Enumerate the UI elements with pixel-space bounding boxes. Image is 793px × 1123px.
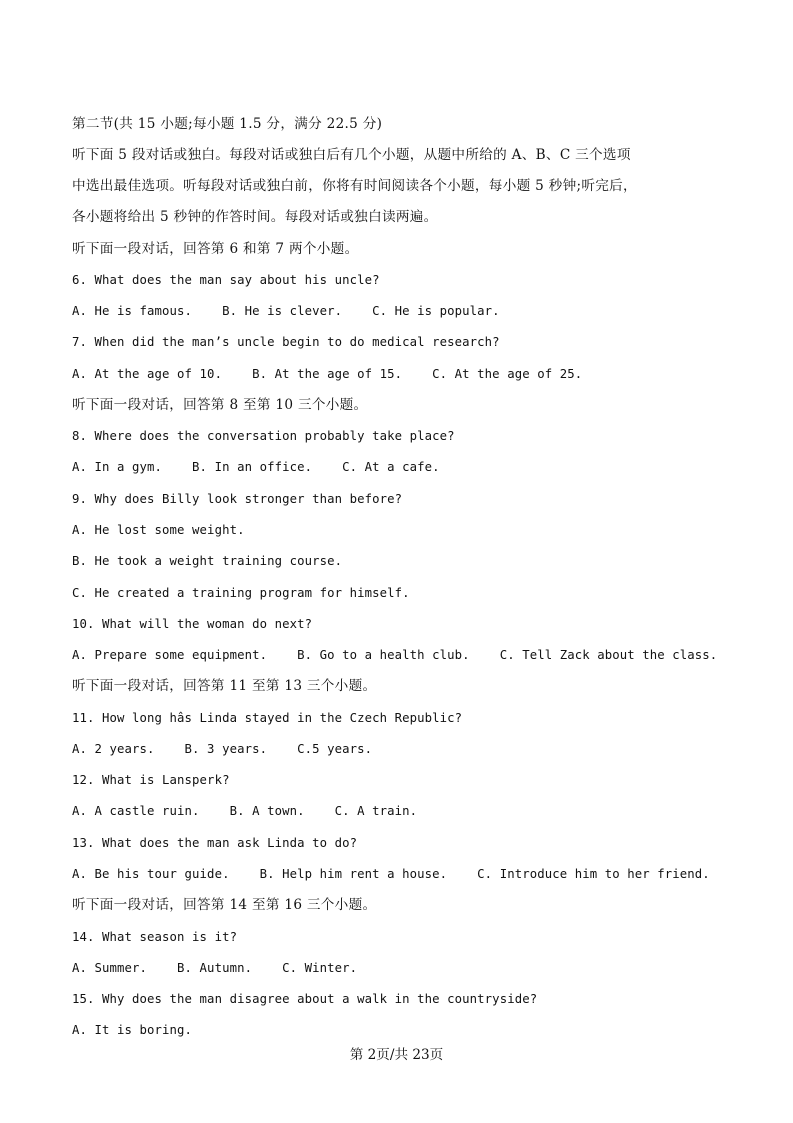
question-9-option-a: A. He lost some weight. bbox=[72, 523, 245, 537]
dialogue-prompt-1: 听下面一段对话，回答第 6 和第 7 两个小题。 bbox=[72, 241, 359, 257]
question-15-option-a: A. It is boring. bbox=[72, 1023, 193, 1037]
dialogue-prompt-2: 听下面一段对话，回答第 8 至第 10 三个小题。 bbox=[72, 397, 368, 413]
question-8-options: A. In a gym. B. In an office. C. At a cafe. bbox=[72, 460, 440, 474]
question-12: 12. What is Lansperk? bbox=[72, 773, 230, 787]
question-8: 8. Where does the conversation probably take place? bbox=[72, 429, 455, 443]
question-11-options: A. 2 years. B. 3 years. C.5 years. bbox=[72, 742, 373, 756]
question-6: 6. What does the man say about his uncle? bbox=[72, 273, 380, 287]
question-9-option-b: B. He took a weight training course. bbox=[72, 554, 343, 568]
question-10-options: A. Prepare some equipment. B. Go to a health club. C. Tell Zack about the class. bbox=[72, 648, 718, 662]
question-11: 11. How long hâs Linda stayed in the Czech Republic? bbox=[72, 711, 463, 725]
question-10: 10. What will the woman do next? bbox=[72, 617, 313, 631]
question-15: 15. Why does the man disagree about a walk in the countryside? bbox=[72, 992, 538, 1006]
section-header: 第二节(共 15 小题;每小题 1.5 分，满分 22.5 分) bbox=[72, 116, 383, 132]
question-9-option-c: C. He created a training program for himself. bbox=[72, 586, 410, 600]
question-7-options: A. At the age of 10. B. At the age of 15. C. At the age of 25. bbox=[72, 367, 583, 381]
question-7: 7. When did the man’s uncle begin to do medical research? bbox=[72, 335, 500, 349]
page-footer: 第 2页/共 23页 bbox=[349, 1047, 444, 1063]
question-13-options: A. Be his tour guide. B. Help him rent a house. C. Introduce him to her friend. bbox=[72, 867, 710, 881]
question-6-options: A. He is famous. B. He is clever. C. He is popular. bbox=[72, 304, 500, 318]
question-14-options: A. Summer. B. Autumn. C. Winter. bbox=[72, 961, 358, 975]
question-13: 13. What does the man ask Linda to do? bbox=[72, 836, 358, 850]
question-9: 9. Why does Billy look stronger than before? bbox=[72, 492, 403, 506]
instructions-line-1: 听下面 5 段对话或独白。每段对话或独白后有几个小题，从题中所给的 A、B、C 三个选项 bbox=[72, 147, 631, 163]
question-12-options: A. A castle ruin. B. A town. C. A train. bbox=[72, 804, 418, 818]
question-14: 14. What season is it? bbox=[72, 930, 238, 944]
dialogue-prompt-4: 听下面一段对话，回答第 14 至第 16 三个小题。 bbox=[72, 897, 377, 913]
instructions-line-2: 中选出最佳选项。听每段对话或独白前，你将有时间阅读各个小题，每小题 5 秒钟;听完后， bbox=[72, 178, 637, 194]
instructions-line-3: 各小题将给出 5 秒钟的作答时间。每段对话或独白读两遍。 bbox=[72, 209, 438, 225]
dialogue-prompt-3: 听下面一段对话，回答第 11 至第 13 三个小题。 bbox=[72, 678, 377, 694]
